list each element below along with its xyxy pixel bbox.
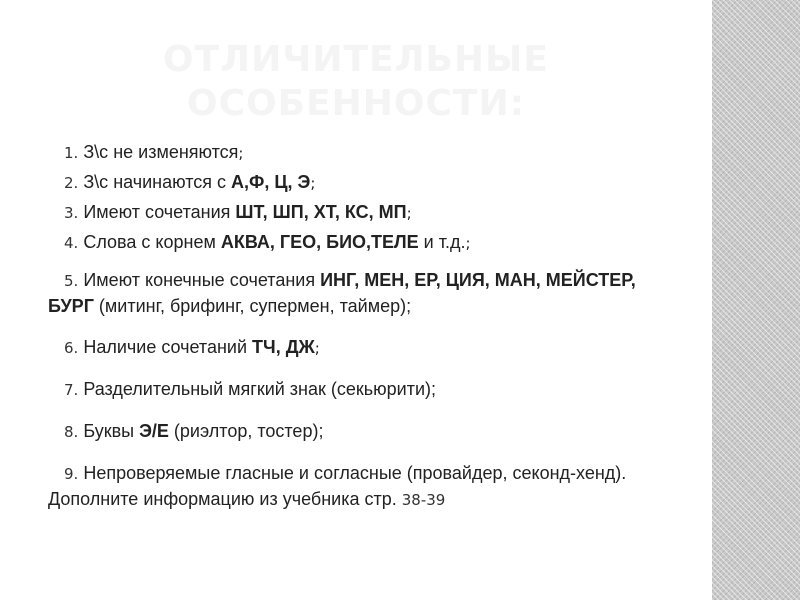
title-line-2: ОСОБЕННОСТИ: <box>186 83 526 124</box>
item-number: 3. <box>64 204 79 222</box>
list-item <box>48 200 668 226</box>
item-bold: ИНГ, МЕН, ЕР, ЦИЯ, МАН, МЕЙСТЕР, БУРГ <box>48 270 636 316</box>
item-punct: ; <box>406 204 412 222</box>
list-item <box>48 335 668 361</box>
item-bold: Э/Е <box>139 421 169 441</box>
page-reference: 38-39 <box>401 491 446 509</box>
item-number: 8. <box>64 423 79 441</box>
title-line-1: ОТЛИЧИТЕЛЬНЫЕ <box>163 39 549 80</box>
slide-title <box>0 38 712 126</box>
item-text: Имеют конечные сочетания <box>78 270 321 290</box>
item-bold: ШТ, ШП, ХТ, КС, МП <box>235 202 407 222</box>
item-number: 2. <box>64 174 79 192</box>
item-text: Непроверяемые гласные и согласные (провайдер, секонд-хенд). Дополните информацию из учебника стр. <box>48 463 627 509</box>
list-item <box>48 170 668 196</box>
item-bold: АКВА, ГЕО, БИО,ТЕЛЕ <box>220 232 419 252</box>
item-text: Слова с корнем <box>78 232 221 252</box>
list-item <box>48 377 668 403</box>
item-text-after: (риэлтор, тостер); <box>168 421 324 441</box>
item-text-after: и т.д. <box>418 232 466 252</box>
item-text: Наличие сочетаний <box>78 337 253 357</box>
item-text: Буквы <box>78 421 140 441</box>
item-text: З\с начинаются с <box>78 172 232 192</box>
item-bold: А,Ф, Ц, Э <box>231 172 311 192</box>
item-text: З\с не изменяются <box>78 142 239 162</box>
item-text-after: (митинг, брифинг, супермен, таймер); <box>93 296 412 316</box>
item-punct: ; <box>310 174 316 192</box>
decorative-side-strip <box>712 0 800 600</box>
list-item <box>48 268 668 319</box>
item-bold: ТЧ, ДЖ <box>252 337 315 357</box>
item-text: Имеют сочетания <box>78 202 236 222</box>
item-number: 7. <box>64 381 79 399</box>
list-item <box>48 140 668 166</box>
item-punct: ; <box>314 339 320 357</box>
item-number: 5. <box>64 272 79 290</box>
item-text: Разделительный мягкий знак (секьюрити); <box>78 379 437 399</box>
item-number: 6. <box>64 339 79 357</box>
list-item <box>48 461 668 513</box>
list-item <box>48 419 668 445</box>
item-punct: ; <box>238 144 244 162</box>
item-number: 4. <box>64 234 79 252</box>
item-number: 9. <box>64 465 79 483</box>
item-punct: ; <box>465 234 471 252</box>
feature-list <box>48 140 668 513</box>
item-number: 1. <box>64 144 79 162</box>
list-item <box>48 230 668 256</box>
